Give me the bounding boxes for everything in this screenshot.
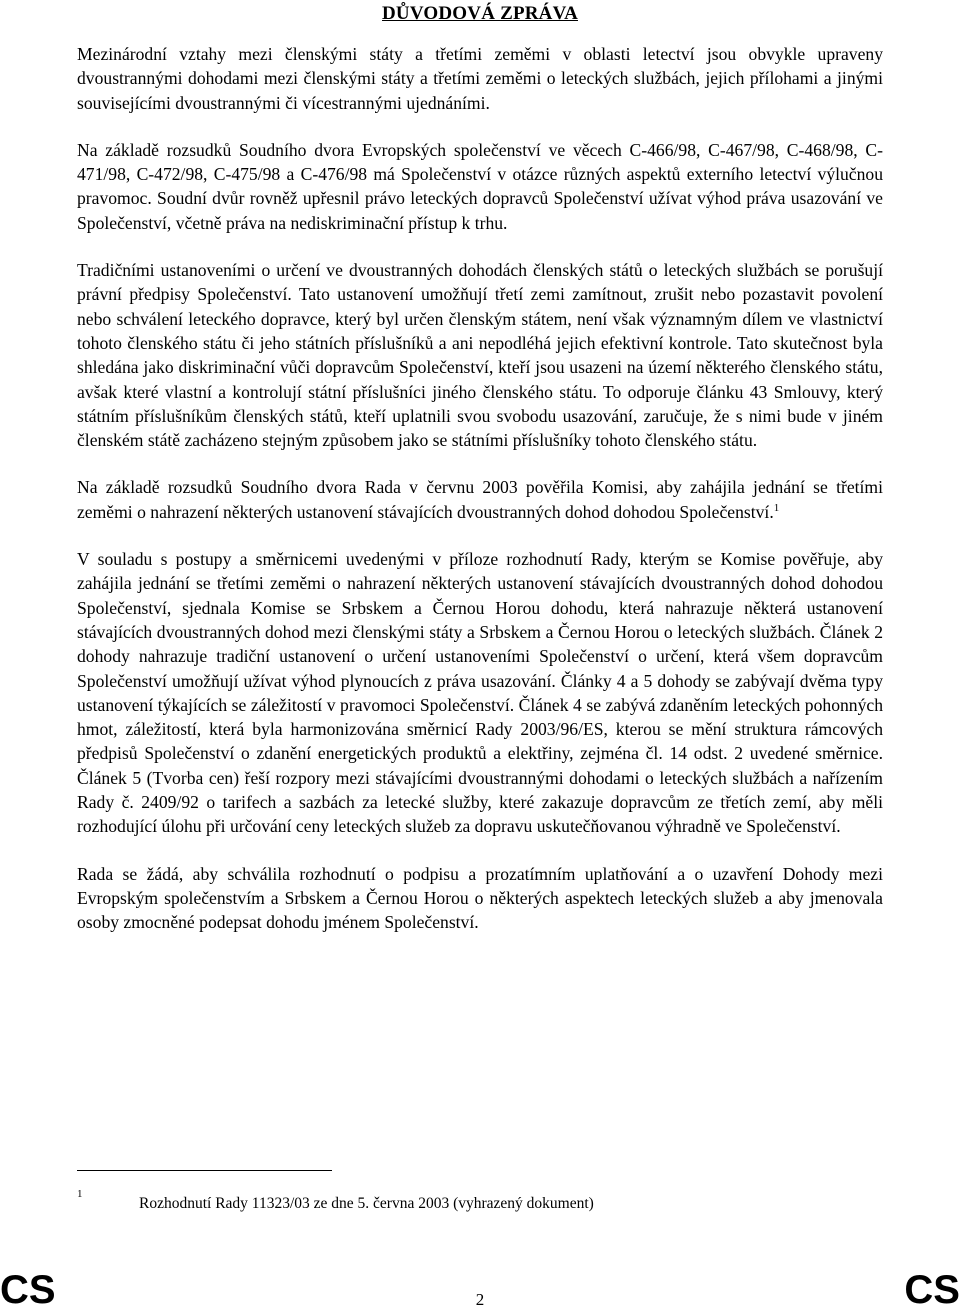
paragraph-5: V souladu s postupy a směrnicemi uvedenými v příloze rozhodnutí Rady, kterým se Komise pověřuje, aby zahájila jednání se třetími zeměmi o nahrazení některých ustanovení stávajících dvoustranných dohod dohodou Společenství, sjednala Komise se Srbskem a Černou Horou dohodu, která nahrazuje některá ustanovení stávajících dvoustranných dohod mezi členskými státy a Srbskem a Černou Horou o leteckých službách. Článek 2 dohody nahrazuje tradiční ustanovení o určení ustanoveními Společenství o určení, která všem dopravcům Společenství umožňují užívat výhod plynoucích z práva usazování. Články 4 a 5 dohody se zabývají dvěma typy ustanovení týkajících se záležitostí v pravomoci Společenství. Článek 4 se zabývá zdaněním leteckých pohonných hmot, záležitostí, která byla harmonizována směrnicí Rady 2003/96/ES, kterou se mění struktura rámcových předpisů Společenství o zdanění energetických produktů a elektřiny, zejména čl. 14 odst. 2 uvedené směrnice. Článek 5 (Tvorba cen) řeší rozpory mezi stávajícími dvoustrannými dohodami o leteckých službách a nařízením Rady č. 2409/92 o tarifech a sazbách za letecké služby, které zakazuje dopravcům ze třetích zemí, aby měli rozhodující úlohu při určování ceny leteckých služeb za dopravu uskutečňovanou výhradně ve Společenství. xyxy=(77,549,883,837)
footnote-separator xyxy=(77,1170,332,1171)
paragraph-4 xyxy=(77,475,883,524)
language-mark-right: CS xyxy=(904,1268,960,1312)
paragraph-6: Rada se žádá, aby schválila rozhodnutí o podpisu a prozatímním uplatňování a o uzavření Dohody mezi Evropským společenstvím a Srbskem a Černou Horou o některých aspektech leteckých služeb a aby jmenovala osoby zmocněné podepsat dohodu jménem Společenství. xyxy=(77,863,883,933)
document-title: DŮVODOVÁ ZPRÁVA xyxy=(382,3,578,24)
paragraph-3: Tradičními ustanoveními o určení ve dvoustranných dohodách členských států o leteckých službách se porušují právní předpisy Společenství. Tato ustanovení umožňují třetí zemi zamítnout, zrušit nebo pozastavit povolení nebo schválení leteckého dopravce, který byl určen členským státem, není však významným dílem ve vlastnictví tohoto členského státu či jeho státních příslušníků a ani nepodléhá jejich efektivní kontrole. Tato skutečnost byla shledána jako diskriminační vůči dopravcům Společenství, kteří jsou usazeni na území některého členského státu, avšak které vlastní a kontrolují státní příslušníci jiného členského státu. To odporuje článku 43 Smlouvy, který státním příslušníkům členských států, kteří uplatnili svou svobodu usazování, zaručuje, že s nimi bude v jiném členském státě zacházeno stejným způsobem jako se státními příslušníky tohoto členského státu. xyxy=(77,260,883,451)
paragraph-1: Mezinárodní vztahy mezi členskými státy a třetími zeměmi v oblasti letectví jsou obvykle upraveny dvoustrannými dohodami mezi členskými státy a třetími zeměmi o leteckých službách, jejich přílohami a jinými souvisejícími dvoustrannými či vícestrannými ujednáními. xyxy=(77,44,883,113)
footnote-number: 1 xyxy=(77,1188,83,1200)
paragraph-2: Na základě rozsudků Soudního dvora Evropských společenství ve věcech C-466/98, C-467/98, C-468/98, C-471/98, C-472/98, C-475/98 a C-476/98 má Společenství v otázce různých aspektů externího letectví výlučnou pravomoc. Soudní dvůr rovněž upřesnil právo leteckých dopravců Společenství užívat výhod práva usazování ve Společenství, včetně práva na nediskriminační přístup k trhu. xyxy=(77,139,883,233)
language-mark-left: CS xyxy=(0,1268,56,1312)
document-body xyxy=(77,42,883,958)
paragraph-4-text: Na základě rozsudků Soudního dvora Rada v červnu 2003 pověřila Komisi, aby zahájila jednání se třetími zeměmi o nahrazení některých ustanovení stávajících dvoustranných dohod dohodou Společenství. xyxy=(77,477,883,522)
page-number: 2 xyxy=(475,1290,485,1309)
footnote-reference: 1 xyxy=(773,501,780,514)
footnote-text: Rozhodnutí Rady 11323/03 ze dne 5. června 2003 (vyhrazený dokument) xyxy=(139,1195,594,1212)
